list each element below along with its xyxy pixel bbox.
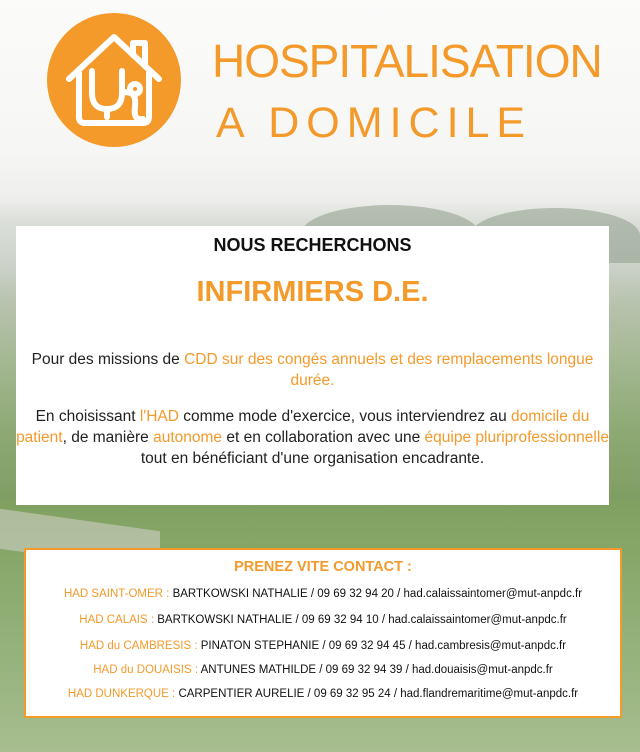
highlight-contract-type: CDD sur des congés annuels et des remplacements longue durée. <box>184 351 594 389</box>
highlight-equipe: équipe pluriprofessionnelle <box>424 429 609 446</box>
contact-row <box>26 640 620 652</box>
contact-row <box>26 664 620 676</box>
contact-site: HAD DUNKERQUE : <box>67 688 176 700</box>
text-segment: tout en bénéficiant d'une organisation encadrante. <box>140 450 485 467</box>
contact-details: PINATON STEPHANIE / 09 69 32 94 45 / had.cambresis@mut-anpdc.fr <box>197 640 567 652</box>
title-line-2: A DOMICILE <box>216 99 533 147</box>
contact-site: HAD CALAIS : <box>79 614 155 626</box>
contact-box <box>24 548 622 718</box>
job-title: INFIRMIERS D.E. <box>196 276 429 308</box>
highlight-domicile: domicile du patient <box>16 408 590 446</box>
text-segment: , de manière <box>62 429 154 446</box>
contact-details: ANTUNES MATHILDE / 09 69 32 94 39 / had.douaisis@mut-anpdc.fr <box>198 664 553 676</box>
description-paragraph <box>16 406 609 469</box>
house-stethoscope-icon <box>47 13 181 147</box>
title-line-1: HOSPITALISATION <box>212 35 602 87</box>
contact-row <box>26 588 620 600</box>
text-segment: En choisissant <box>35 408 140 425</box>
contact-details: BARTKOWSKI NATHALIE / 09 69 32 94 10 / had.calaissaintomer@mut-anpdc.fr <box>154 614 567 626</box>
contact-site: HAD du CAMBRESIS : <box>79 640 198 652</box>
contact-site: HAD SAINT-OMER : <box>63 588 170 600</box>
highlight-had: l'HAD <box>139 408 179 425</box>
mission-paragraph <box>16 349 609 391</box>
text-segment: et en collaboration avec une <box>222 429 425 446</box>
contact-row <box>26 688 620 700</box>
contact-details: CARPENTIER AURELIE / 09 69 32 95 24 / had.flandremaritime@mut-anpdc.fr <box>175 688 579 700</box>
section-heading: NOUS RECHERCHONS <box>213 235 412 255</box>
highlight-autonome: autonome <box>153 429 223 446</box>
contact-details: BARTKOWSKI NATHALIE / 09 69 32 94 20 / had.calaissaintomer@mut-anpdc.fr <box>169 588 583 600</box>
contact-heading: PRENEZ VITE CONTACT : <box>234 559 412 575</box>
contact-site: HAD du DOUAISIS : <box>93 664 199 676</box>
text-segment: Pour des missions de <box>31 351 185 368</box>
contact-row <box>26 614 620 626</box>
logo <box>47 13 181 147</box>
announcement-card <box>16 226 609 505</box>
text-segment: comme mode d'exercice, vous interviendrez au <box>178 408 512 425</box>
